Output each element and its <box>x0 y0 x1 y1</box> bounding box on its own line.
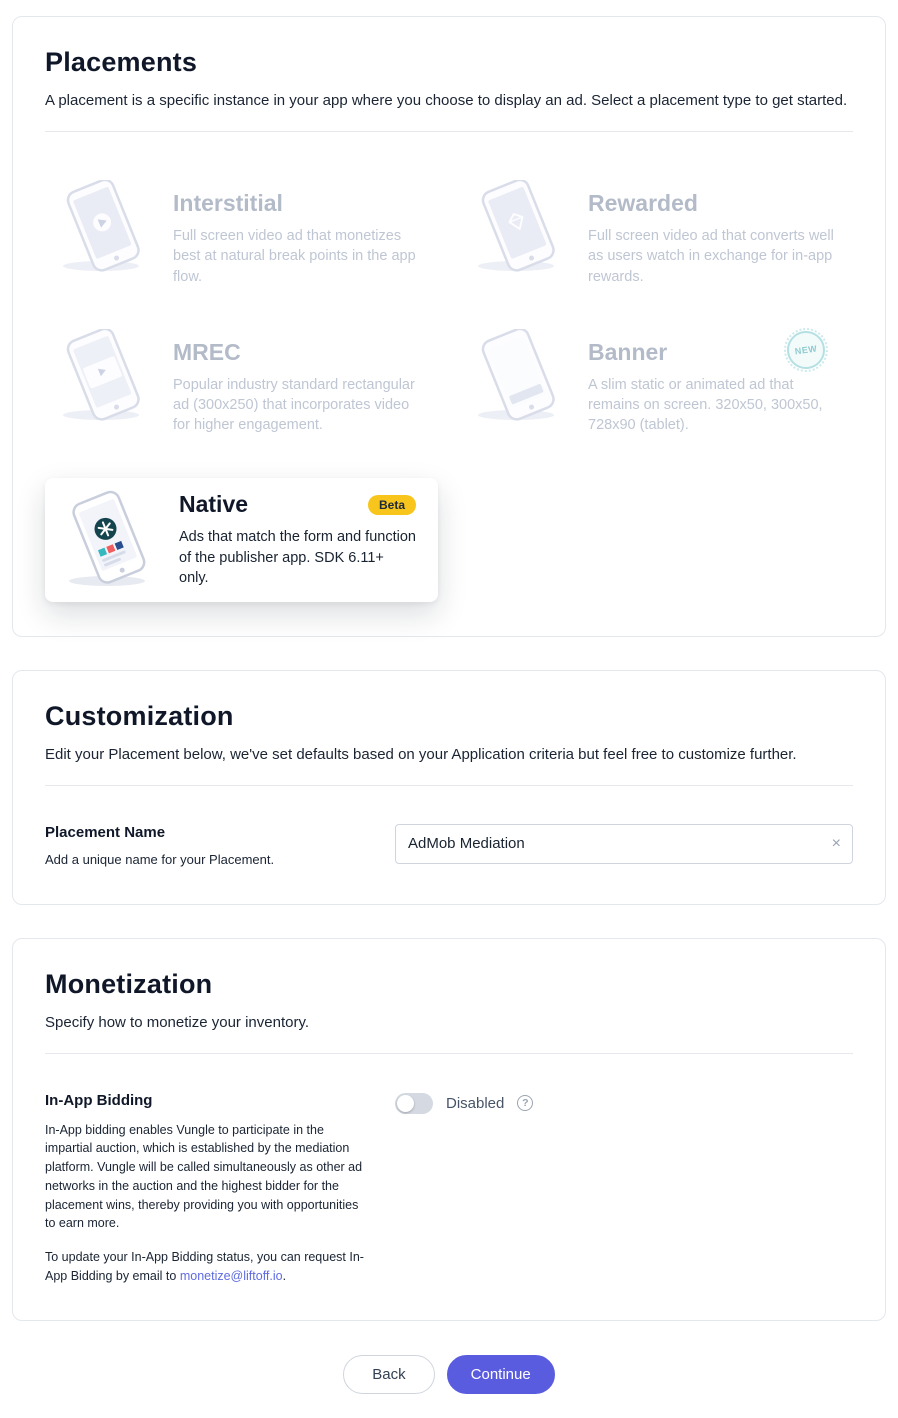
placement-title-row <box>179 491 416 518</box>
divider <box>45 131 853 132</box>
placement-description: A slim static or animated ad that remains on screen. 320x50, 300x50, 728x90 (tablet). <box>588 376 823 434</box>
toggle-state-label: Disabled <box>446 1094 505 1112</box>
placements-subtitle: A placement is a specific instance in your app where you choose to display an ad. Select a placement type to get started. <box>45 92 848 109</box>
placement-name-row <box>45 824 853 870</box>
continue-button[interactable]: Continue <box>447 1355 555 1394</box>
beta-badge: Beta <box>368 495 416 515</box>
monetize-email-link[interactable]: monetize@liftoff.io <box>179 1268 283 1283</box>
placement-title: Interstitial <box>173 190 283 216</box>
in-app-bidding-label: In-App Bidding <box>45 1091 153 1109</box>
placement-name-helper: Add a unique name for your Placement. <box>45 851 275 867</box>
placement-description: Popular industry standard rectangular ad (300x250) that incorporates video for higher engagement. <box>173 376 415 434</box>
monetization-title: Monetization <box>45 968 213 999</box>
new-badge: NEW <box>785 328 828 371</box>
placement-option-banner[interactable] <box>460 329 853 436</box>
placement-title: MREC <box>173 338 241 365</box>
in-app-bidding-update-note <box>45 1248 365 1286</box>
customization-subtitle: Edit your Placement below, we've set defaults based on your Application criteria but feel free to customize further. <box>45 745 797 763</box>
update-note-text: To update your In-App Bidding status, you can request In-App Bidding by email to <box>45 1250 364 1283</box>
clear-input-icon[interactable]: × <box>831 834 841 852</box>
toggle-knob <box>397 1095 414 1112</box>
back-button[interactable]: Back <box>343 1355 434 1394</box>
banner-phone-icon <box>460 329 578 423</box>
placement-description: Full screen video ad that monetizes best at natural break points in the app flow. <box>173 228 416 285</box>
placement-title: Rewarded <box>588 190 698 216</box>
interstitial-phone-icon <box>45 180 163 274</box>
help-icon[interactable]: ? <box>517 1095 533 1111</box>
monetization-section <box>12 938 886 1321</box>
placements-section <box>12 16 886 637</box>
in-app-bidding-row <box>45 1092 853 1286</box>
in-app-bidding-toggle[interactable] <box>395 1093 433 1114</box>
placement-option-rewarded[interactable] <box>460 180 853 287</box>
placement-option-interstitial[interactable] <box>45 180 438 287</box>
mrec-phone-icon <box>45 329 163 423</box>
placement-title: Banner <box>588 338 668 365</box>
placement-type-grid <box>45 180 853 602</box>
placement-name-input[interactable] <box>395 824 853 864</box>
footer-actions <box>12 1355 886 1394</box>
placement-description: Ads that match the form and function of the publisher app. SDK 6.11+ only. <box>179 529 416 586</box>
placement-option-mrec[interactable] <box>45 329 438 436</box>
monetization-subtitle: Specify how to monetize your inventory. <box>45 1013 310 1031</box>
placements-title: Placements <box>45 47 198 77</box>
placement-description: Full screen video ad that converts well as users watch in exchange for in-app rewards. <box>588 228 834 285</box>
divider <box>45 785 853 786</box>
update-note-suffix: . <box>282 1268 287 1283</box>
rewarded-phone-icon <box>460 180 578 274</box>
divider <box>45 1053 853 1054</box>
placement-option-native[interactable] <box>45 478 438 602</box>
placement-name-label: Placement Name <box>45 823 166 841</box>
customization-title: Customization <box>45 700 234 731</box>
in-app-bidding-toggle-row <box>395 1092 853 1114</box>
native-phone-icon <box>51 490 169 590</box>
in-app-bidding-description: In-App bidding enables Vungle to participate in the impartial auction, which is established by the mediation platform. Vungle will be called simultaneously as other ad networks in the auction and the highest bidder for the placement wins, thereby providing you with opportunities to earn more. <box>45 1122 363 1231</box>
customization-section <box>12 670 886 905</box>
placement-title: Native <box>179 491 249 518</box>
